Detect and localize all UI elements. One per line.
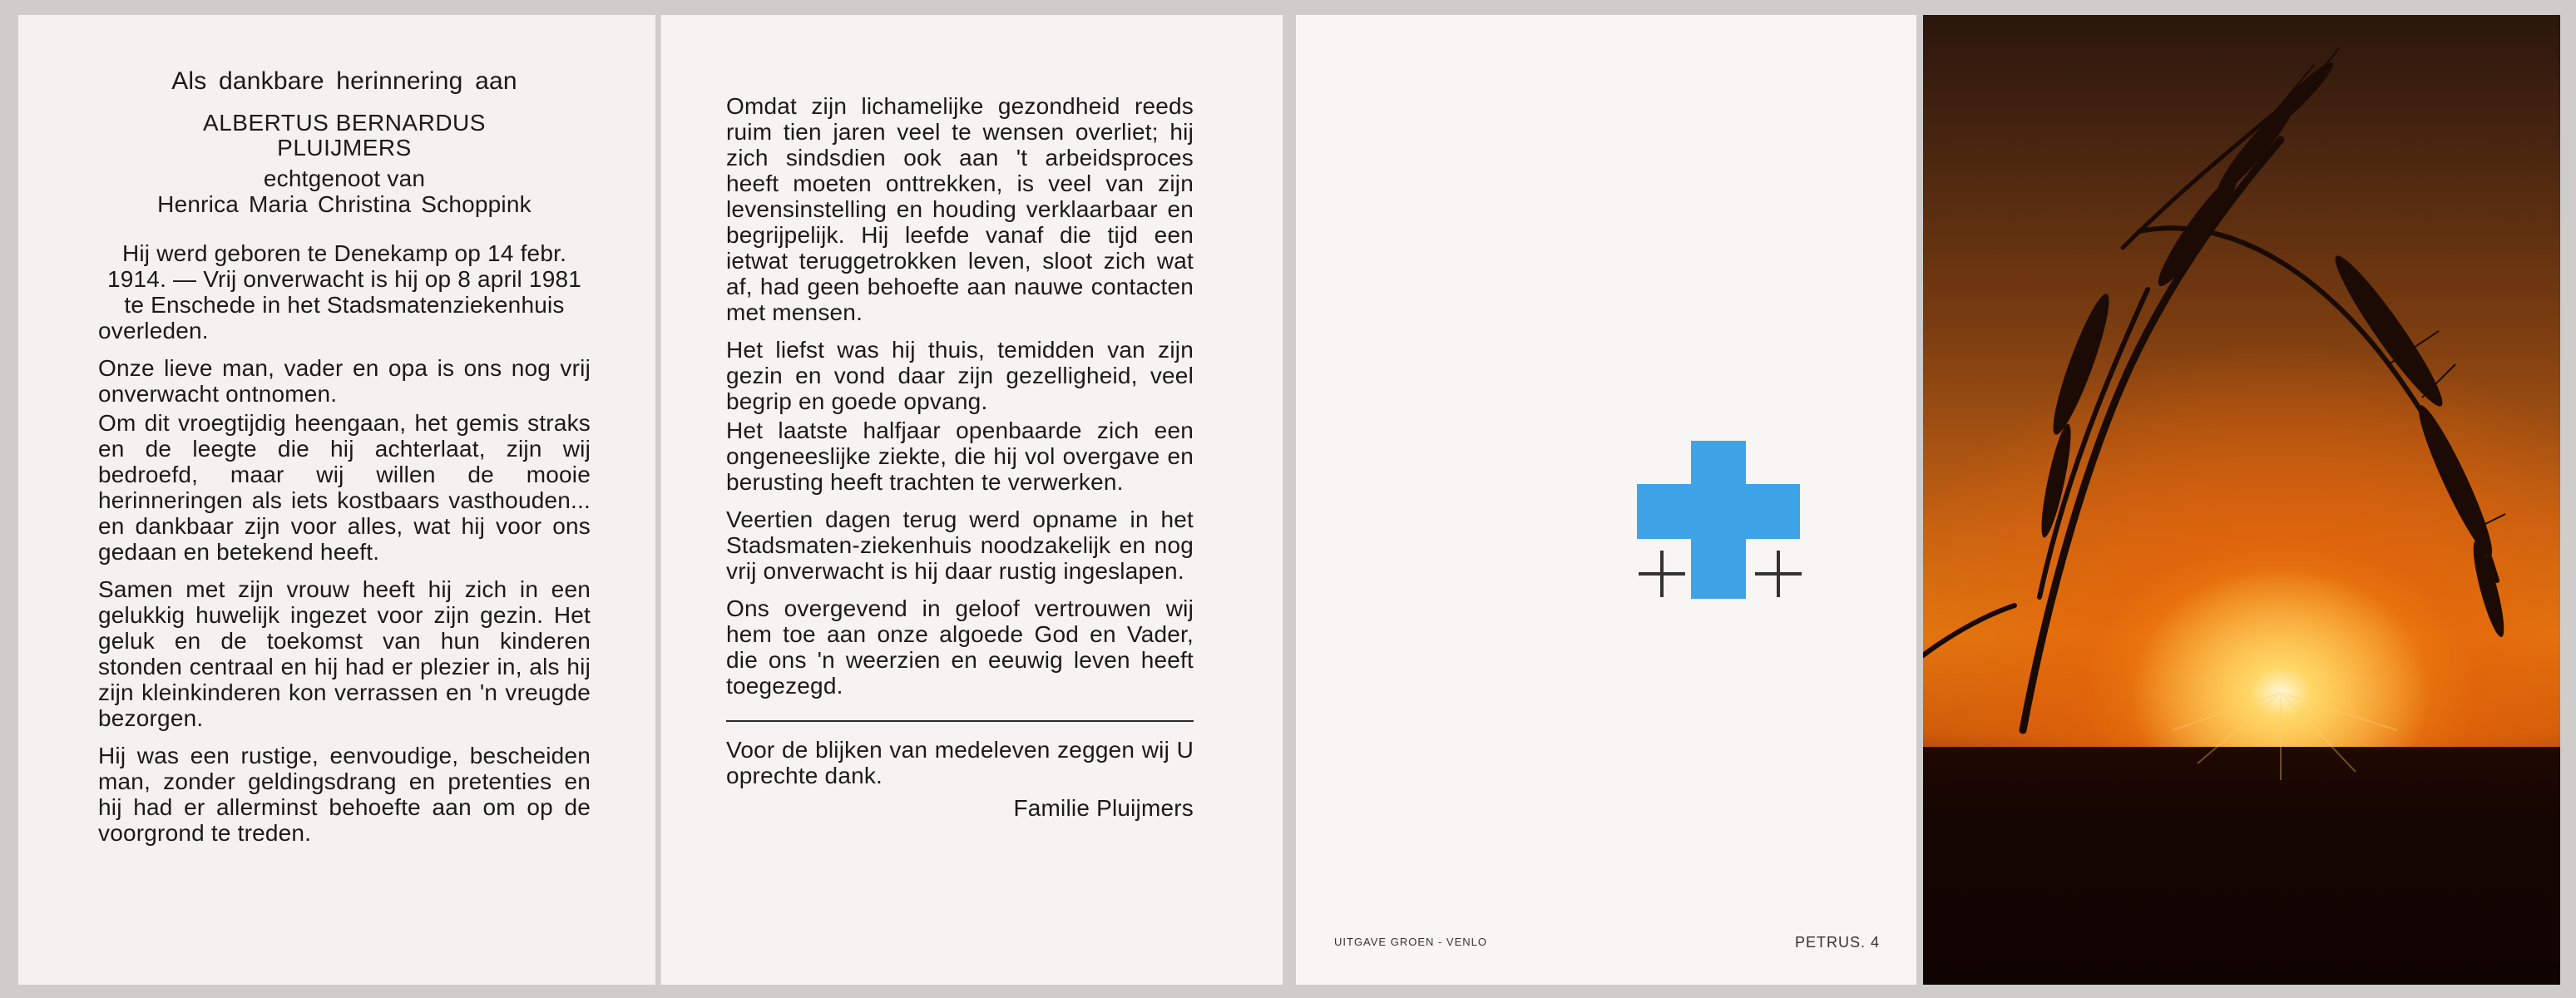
wheat-stalk-silhouette-icon (1923, 15, 2560, 985)
page-2-text (726, 93, 1194, 821)
card-front-photo (1923, 15, 2560, 985)
thanks-text: Voor de blijken van medeleven zeggen wij U oprechte dank. (726, 737, 1194, 788)
paragraph-health: Omdat zijn lichamelijke gezondheid reeds ruim tien jaren veel te wensen overliet; hij zich sindsdien ook aan 't arbeidsproces heeft moeten onttrekken, is veel van zijn levensinstelling en houding verklaarbaar en begrijpelijk. Hij leefde vanaf die tijd een ietwat teruggetrokken leven, sloot zich wat af, had geen behoefte aan nauwe contacten met mensen. (726, 93, 1194, 325)
sun-rays-icon (2173, 693, 2397, 780)
card-back-cover (1296, 15, 1916, 985)
paragraph-hospital: Veertien dagen terug werd opname in het Stadsmaten-ziekenhuis noodzakelijk en nog vrij onverwacht is hij daar rustig ingeslapen. (726, 506, 1194, 584)
card-page-2 (660, 15, 1283, 985)
spouse-name: Henrica Maria Christina Schoppink (157, 191, 532, 217)
divider-line (726, 720, 1194, 722)
paragraph-illness: Het laatste halfjaar openbaarde zich een ongeneeslijke ziekte, die hij vol overgave en berusting heeft trachten te verwerken. (726, 417, 1194, 495)
paragraph-character: Hij was een rustige, eenvoudige, bescheiden man, zonder geldingsdrang en pretenties en hij had er allerminst behoefte aan om op de voorgrond te treden. (98, 743, 591, 846)
paragraph-faith: Ons overgevend in geloof vertrouwen wij hem toe aan onze algoede God en Vader, die ons 'n weerzien en eeuwig leven heeft toegezegd. (726, 595, 1194, 699)
small-cross-left-icon (1639, 551, 1685, 597)
paragraph-home: Het liefst was hij thuis, temidden van zijn gezin en vond daar zijn gezelligheid, veel begrip en goede opvang. (726, 337, 1194, 414)
spouse-label: echtgenoot van (263, 166, 426, 191)
card-page-1 (18, 15, 655, 985)
publisher-imprint: UITGAVE GROEN - VENLO (1334, 936, 1488, 948)
print-code: PETRUS. 4 (1794, 934, 1880, 951)
paragraph-family: Samen met zijn vrouw heeft hij zich in een gelukkig huwelijk ingezet voor zijn gezin. Het geluk en de toekomst van hun kinderen stonden centraal en hij had er plezier in, als hij zijn kleinkinderen kon verrassen en 'n vreugde bezorgen. (98, 576, 591, 731)
deceased-name-line1: ALBERTUS BERNARDUS (203, 110, 486, 136)
intro-line: Als dankbare herinnering aan (171, 67, 517, 95)
cross-horizontal-bar (1637, 484, 1800, 539)
family-signature: Familie Pluijmers (1013, 795, 1194, 821)
paragraph-loss: Onze lieve man, vader en opa is ons nog vrij onverwacht ontnomen. (98, 355, 591, 407)
page-1-text (98, 68, 591, 857)
paragraph-memories: Om dit vroegtijdig heengaan, het gemis straks en de leegte die hij achterlaat, zijn wij bedroefd, maar wij willen de mooie herinneringen als iets kostbaars vasthouden... en dankbaar zijn voor alles, wat hij voor ons gedaan en betekend heeft. (98, 410, 591, 565)
cross-icon (1637, 426, 1803, 600)
deceased-name-line2: PLUIJMERS (277, 135, 412, 161)
paragraph-birth-death: Hij werd geboren te Denekamp op 14 febr. 1914. — Vrij onverwacht is hij op 8 april 1981 te Enschede in het Stadsmatenziekenhuis overleden. (98, 240, 582, 343)
small-cross-right-icon (1755, 551, 1802, 597)
